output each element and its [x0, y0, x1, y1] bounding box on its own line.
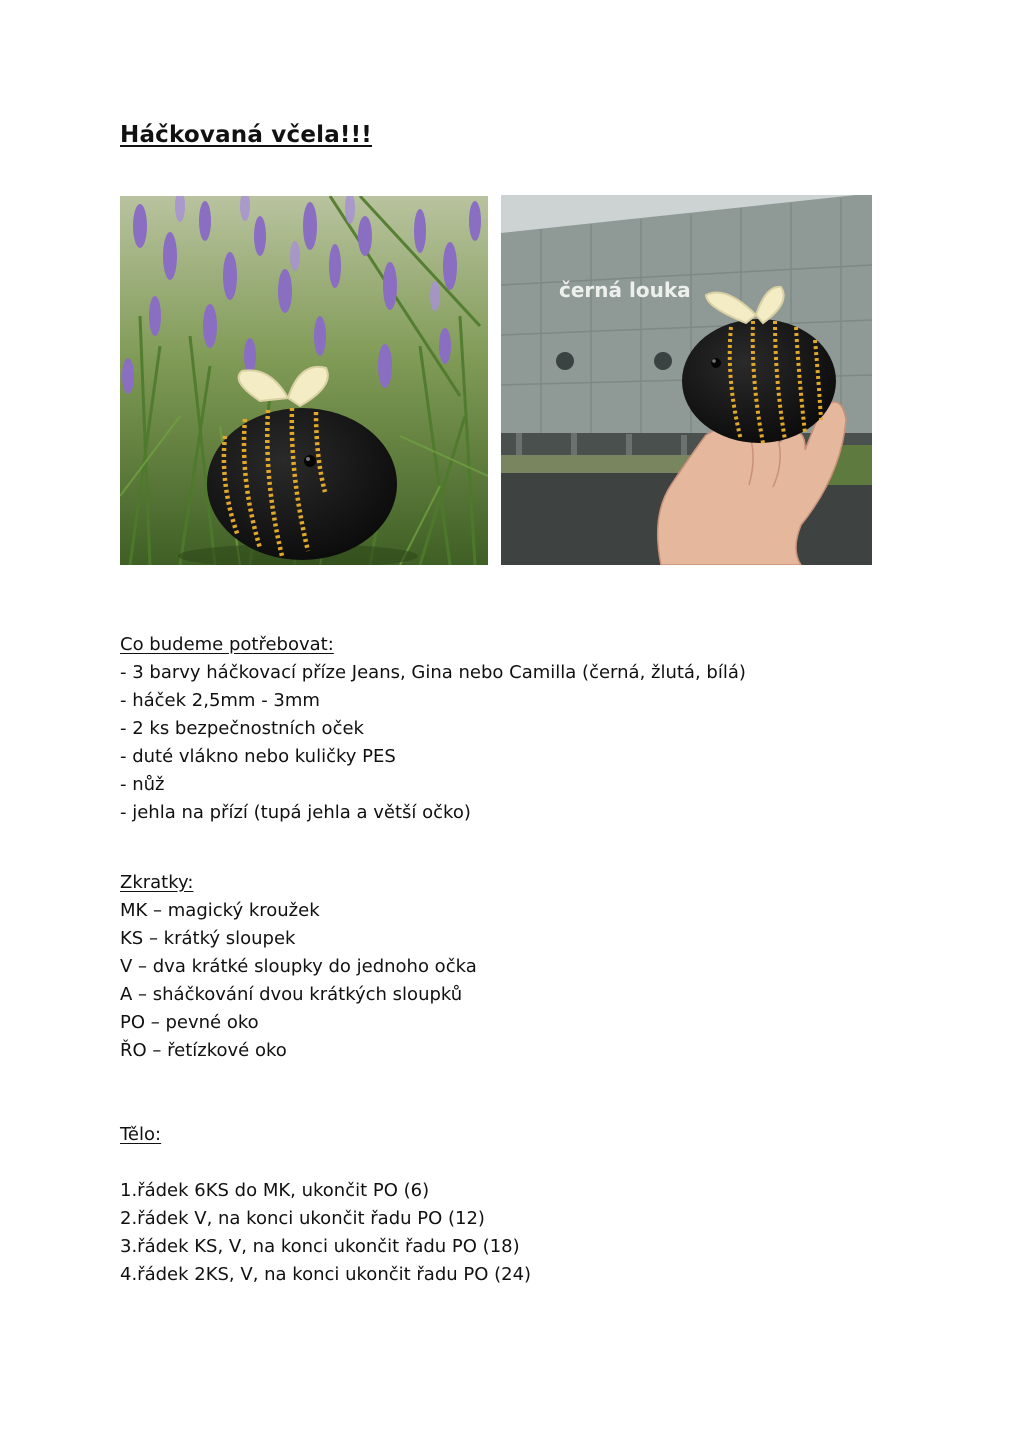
list-item: MK – magický kroužek [120, 900, 320, 921]
list-item: A – sháčkování dvou krátkých sloupků [120, 984, 463, 1005]
abbreviations-heading: Zkratky: [120, 872, 194, 893]
body-heading: Tělo: [120, 1124, 162, 1145]
body-rows [120, 1177, 900, 1289]
bee-lavender-image [120, 196, 488, 565]
list-item: - háček 2,5mm - 3mm [120, 690, 320, 711]
list-item: - jehla na přízí (tupá jehla a větší očko) [120, 802, 471, 823]
page-title: Háčkovaná včela!!! [120, 122, 372, 148]
list-item: 2.řádek V, na konci ukončit řadu PO (12) [120, 1208, 485, 1229]
list-item: PO – pevné oko [120, 1012, 259, 1033]
list-item: KS – krátký sloupek [120, 928, 296, 949]
list-item: V – dva krátké sloupky do jednoho očka [120, 956, 477, 977]
list-item: 1.řádek 6KS do MK, ukončit PO (6) [120, 1180, 430, 1201]
bee-hand-image [501, 195, 872, 565]
body-section [120, 1121, 900, 1289]
list-item: - 2 ks bezpečnostních oček [120, 718, 364, 739]
list-item: - 3 barvy háčkovací příze Jeans, Gina nebo Camilla (černá, žlutá, bílá) [120, 662, 746, 683]
materials-heading: Co budeme potřebovat: [120, 634, 334, 655]
list-item: - duté vlákno nebo kuličky PES [120, 746, 396, 767]
list-item: - nůž [120, 774, 165, 795]
materials-section [120, 631, 900, 827]
bee-hand-photo [501, 195, 872, 565]
bee-lavender-photo [120, 196, 488, 565]
building-sign-text: černá louka [559, 278, 691, 302]
list-item: 3.řádek KS, V, na konci ukončit řadu PO (18) [120, 1236, 520, 1257]
list-item: ŘO – řetízkové oko [120, 1040, 287, 1061]
list-item: 4.řádek 2KS, V, na konci ukončit řadu PO (24) [120, 1264, 532, 1285]
abbreviations-section [120, 869, 900, 1065]
